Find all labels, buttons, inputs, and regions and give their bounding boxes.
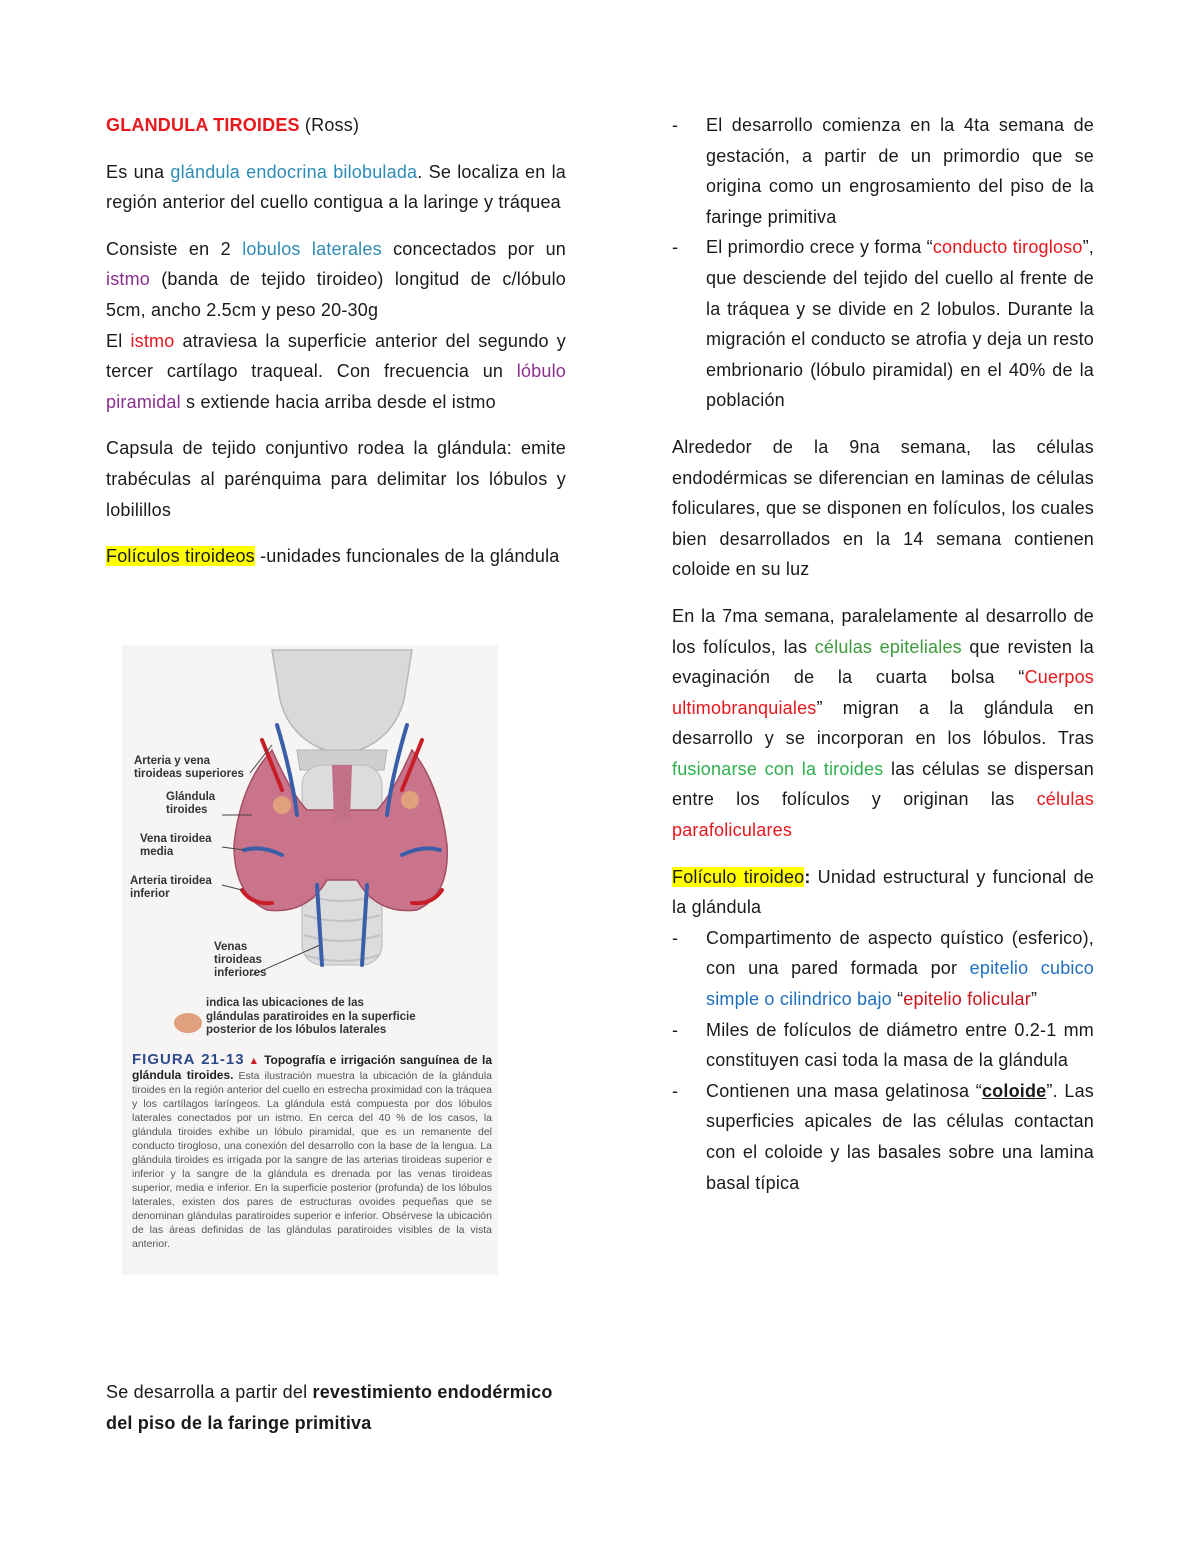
list-item: - El primordio crece y forma “conducto tirogloso”, que desciende del tejido del cuello al frente de la tráquea y se divide en 2 lobulos. Durante la migración el conducto se atrofia y deja un resto embrionario (lóbulo piramidal) en el 40% de la población (672, 232, 1094, 416)
caption-title: Topografía e irrigación sanguínea de la glándula tiroides. (132, 1053, 492, 1082)
paragraph-7ma-semana: En la 7ma semana, paralelamente al desarrollo de los folículos, las células epiteliales que revisten la evaginación de la cuarta bolsa “Cuerpos ultimobranquiales” migran a la glándula en desarrollo y se incorporan en los lóbulos. Tras fusionarse con la tiroides las células se dispersan entre los folículos y originan las células parafoliculares (672, 605, 1094, 841)
term-coloide: coloide (981, 1080, 1047, 1101)
term-celulas-epiteliales: células epiteliales (814, 636, 962, 657)
left-column-bottom (106, 1377, 566, 1438)
term-glandula-endocrina: glándula endocrina bilobulada (170, 161, 418, 182)
paragraph-definition: Es una glándula endocrina bilobulada. Se localiza en la región anterior del cuello contigua a la laringe y tráquea (106, 161, 566, 213)
label-glandula-tiroides: Glándula tiroides (166, 791, 216, 816)
paragraph-9na-semana: Alrededor de la 9na semana, las células endodérmicas se diferencian en laminas de células foliculares, que se disponen en folículos, los cuales bien desarrollados en la 14 semana contienen coloide en su luz (672, 436, 1094, 580)
label-vena-tiroidea-media: Vena tiroidea media (140, 833, 212, 858)
section-heading (106, 110, 566, 141)
list-item: - El desarrollo comienza en la 4ta semana de gestación, a partir de un primordio que se origina como un engrosamiento del piso de la faringe primitiva (672, 110, 1094, 232)
caption-triangle-icon: ▲ (248, 1055, 261, 1067)
paragraph-istmo: El istmo atraviesa la superficie anterior del segundo y tercer cartílago traqueal. Con frecuencia un lóbulo piramidal s extiende hacia arriba desde el istmo (106, 330, 566, 412)
label-arteria-vena-superiores: Arteria y vena tiroideas superiores (134, 755, 244, 780)
paragraph-origen: Se desarrolla a partir del revestimiento endodérmico del piso de la faringe primitiva (106, 1382, 553, 1433)
paragraph-foliculo-tiroideo: Folículo tiroideo: Unidad estructural y funcional de la glándula (672, 866, 1094, 918)
figure-legend: indica las ubicaciones de las glándulas paratiroides en la superficie posterior de los lóbulos laterales (206, 997, 416, 1036)
term-istmo: istmo (106, 269, 151, 290)
term-fusionarse: fusionarse con la tiroides (672, 758, 884, 779)
term-celulas-parafoliculares: células parafoliculares (672, 789, 1094, 841)
list-item: - Contienen una masa gelatinosa “coloide”. Las superficies apicales de las células contactan con el coloide y las basales sobre una lamina basal típica (672, 1076, 1094, 1198)
figure-caption (132, 1053, 492, 1251)
term-foliculos-tiroideos: Folículos tiroideos (106, 546, 255, 567)
label-venas-tiroideas-inferiores: Venas tiroideas inferiores (214, 941, 267, 979)
term-cuerpos-ultimobranquiales: Cuerpos ultimobranquiales (672, 667, 1094, 718)
thyroid-figure (122, 645, 498, 1275)
term-foliculo-tiroideo: Folículo tiroideo (672, 866, 805, 887)
pyramidal-lobe (332, 765, 352, 820)
term-istmo-red: istmo (130, 330, 175, 351)
term-epitelio-folicular: epitelio folicular (903, 989, 1031, 1010)
term-epitelio-cubico: epitelio cubico simple o cilindrico bajo (706, 958, 1095, 1010)
heading-source: (Ross) (299, 115, 360, 135)
paragraph-structure: Consiste en 2 lobulos laterales concectados por un istmo (banda de tejido tiroideo) longitud de c/lóbulo 5cm, ancho 2.5cm y peso 20-30g (106, 238, 567, 320)
heading-title: GLANDULA TIROIDES (106, 115, 300, 135)
right-column (672, 110, 1094, 1198)
label-arteria-tiroidea-inferior: Arteria tiroidea inferior (130, 875, 212, 900)
term-revestimiento: revestimiento endodérmico del piso de la faringe primitiva (106, 1382, 553, 1433)
caption-number: FIGURA 21-13 (132, 1051, 245, 1068)
parathyroid-marker (401, 791, 419, 809)
list-item: - Compartimento de aspecto quístico (esferico), con una pared formada por epitelio cubico simple o cilindrico bajo “epitelio folicular” (672, 923, 1094, 1015)
legend-swatch (174, 1013, 202, 1033)
list-item: - Miles de folículos de diámetro entre 0.2-1 mm constituyen casi toda la masa de la glándula (672, 1015, 1094, 1076)
term-lobulo-piramidal: lóbulo piramidal (106, 361, 566, 412)
foliculo-list (672, 923, 1094, 1198)
term-conducto-tirogloso: conducto tirogloso (932, 237, 1083, 258)
left-column (106, 110, 566, 572)
caption-body: Esta ilustración muestra la ubicación de la glándula tiroides en la región anterior del cuello en estrecha proximidad con la tráquea y los cartílagos laríngeos. La glándula está compuesta por dos lóbulos laterales conectados por un istmo. En cerca del 40 % de los casos, la glándula tiroides exhibe un lóbulo piramidal, que es un remanente del conducto tirogloso, una conexión del desarrollo con la base de la lengua. La glándula tiroides es irrigada por la sangre de las arterias tiroideas superior e inferior y la sangre de la glándula es drenada por las venas tiroideas superior, media e inferior. En la superficie posterior (profunda) de los lóbulos laterales, existen dos pares de estructuras ovoides pequeñas que se denominan glándulas paratiroides superior e inferior. Obsérvese la ubicación de las áreas definidas de las glándulas paratiroides visibles de la vista anterior. (132, 1070, 492, 1250)
parathyroid-marker (273, 796, 291, 814)
term-lobulos-laterales: lobulos laterales (242, 238, 382, 259)
development-list (672, 110, 1094, 416)
paragraph-foliculos: Folículos tiroideos -unidades funcionales de la glándula (106, 546, 560, 567)
paragraph-capsula: Capsula de tejido conjuntivo rodea la glándula: emite trabéculas al parénquima para delimitar los lóbulos y lobilillos (106, 438, 566, 520)
